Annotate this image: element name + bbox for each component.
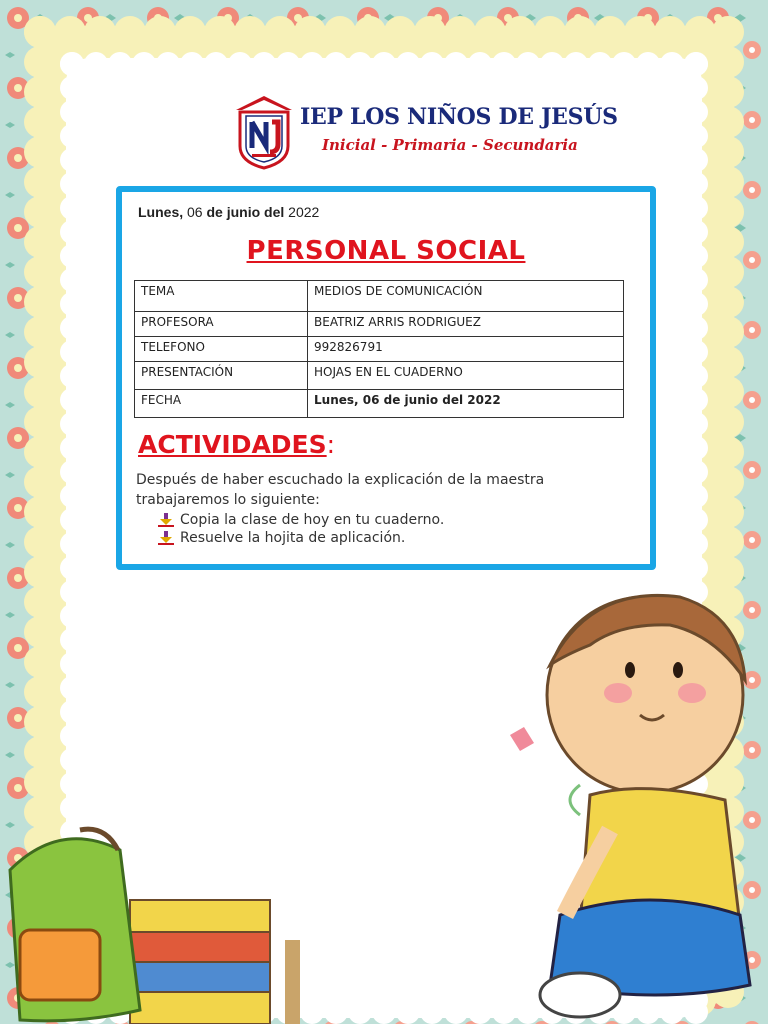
table-key: TEMA (135, 281, 308, 312)
date-weekday: Lunes, (138, 204, 184, 220)
table-value: BEATRIZ ARRIS RODRIGUEZ (308, 312, 624, 337)
arrow-bullet-icon (158, 513, 174, 527)
activities-intro: Después de haber escuchado la explicación de la maestra trabajaremos lo siguiente: (136, 472, 545, 508)
table-row (135, 362, 624, 390)
info-table (134, 280, 624, 418)
table-row (135, 390, 624, 418)
table-key: PROFESORA (135, 312, 308, 337)
school-supplies-illustration (0, 810, 300, 1024)
table-row (135, 337, 624, 362)
date-line (138, 204, 319, 220)
arrow-bullet-icon (158, 531, 174, 545)
child-illustration (440, 585, 768, 1024)
activities-label: ACTIVIDADES (138, 430, 327, 459)
activities-title (138, 430, 335, 459)
date-day: 06 (187, 204, 203, 220)
activities-colon: : (326, 430, 336, 459)
table-value: Lunes, 06 de junio del 2022 (308, 390, 624, 418)
table-key: FECHA (135, 390, 308, 418)
list-item (158, 530, 405, 546)
school-name: IEP LOS NIÑOS DE JESÚS (300, 104, 618, 130)
list-item (158, 512, 444, 528)
task-text: Resuelve la hojita de aplicación. (180, 530, 406, 546)
table-value: MEDIOS DE COMUNICACIÓN (308, 281, 624, 312)
task-text: Copia la clase de hoy en tu cuaderno. (180, 512, 445, 528)
date-month: de junio del (206, 204, 285, 220)
date-year: 2022 (288, 204, 320, 220)
table-row (135, 281, 624, 312)
table-value: HOJAS EN EL CUADERNO (308, 362, 624, 390)
subject-title: PERSONAL SOCIAL (246, 236, 526, 266)
table-row (135, 312, 624, 337)
school-levels: Inicial - Primaria - Secundaria (322, 136, 578, 154)
school-crest-icon (232, 94, 296, 170)
table-value: 992826791 (308, 337, 624, 362)
class-info-card (116, 186, 656, 570)
table-key: TELEFONO (135, 337, 308, 362)
table-key: PRESENTACIÓN (135, 362, 308, 390)
